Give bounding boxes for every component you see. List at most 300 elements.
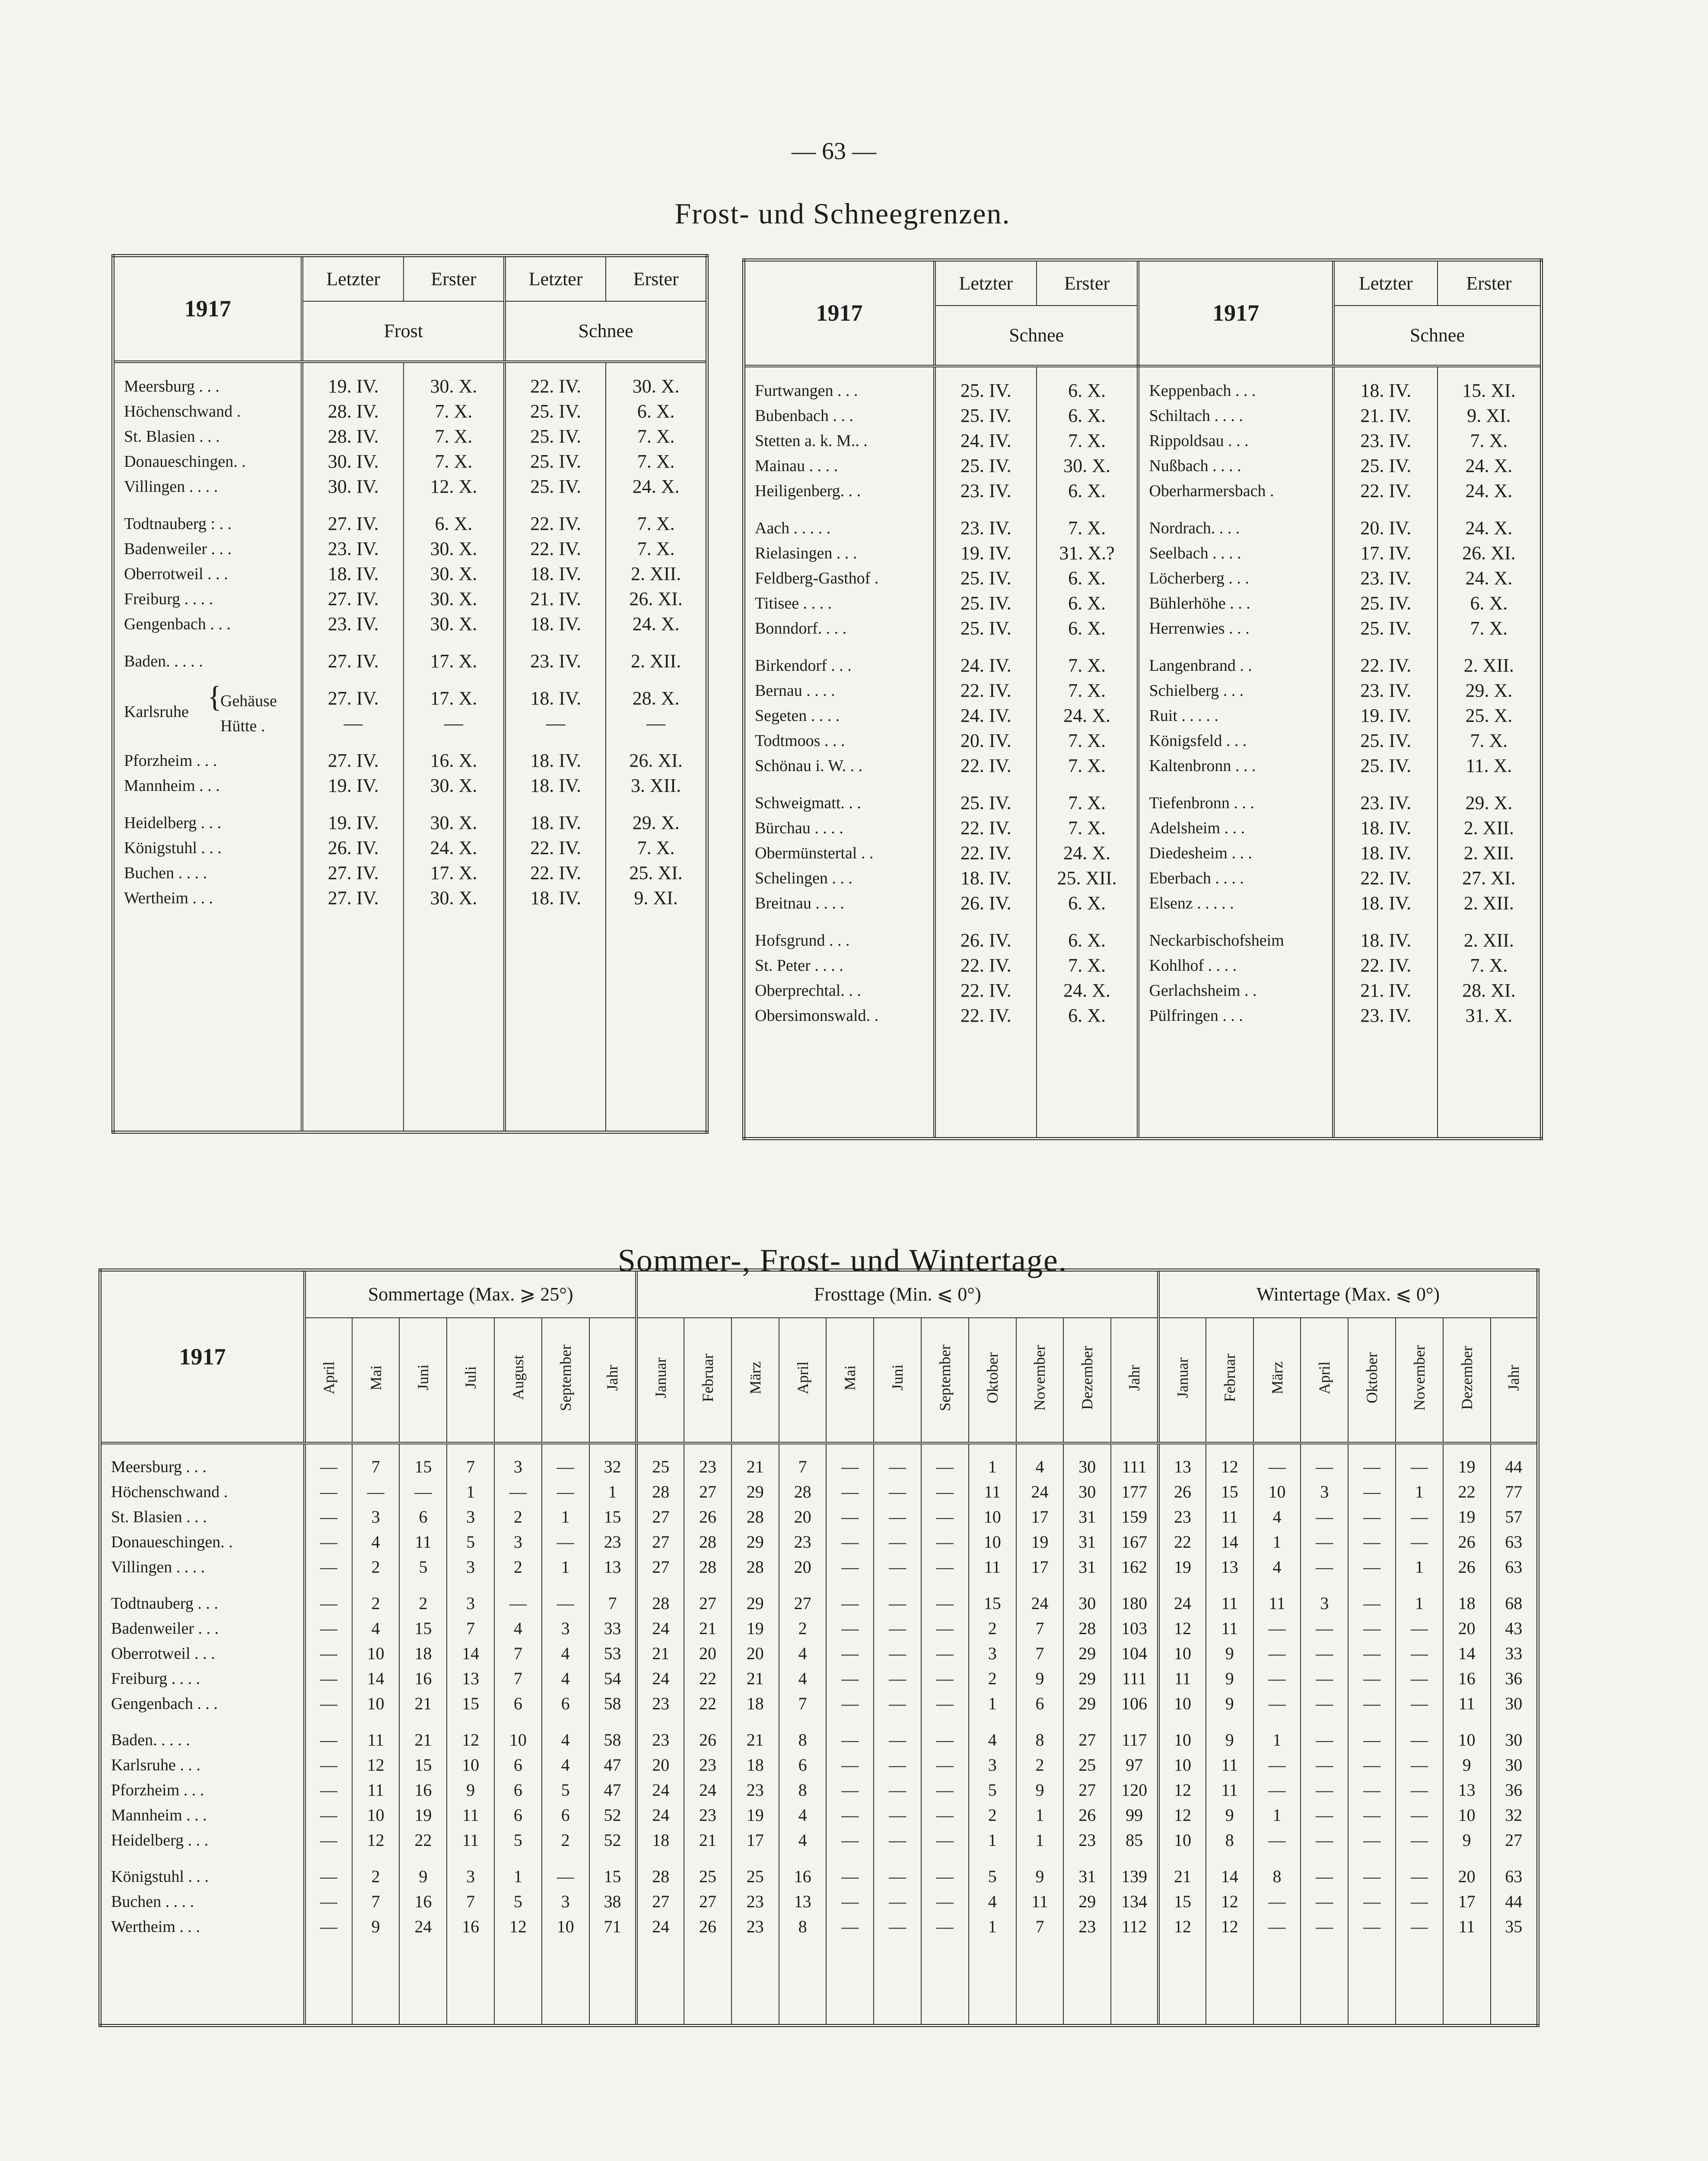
erster-frost: — [404, 711, 505, 736]
letzter-schnee-right: 18. IV. [1333, 816, 1438, 841]
station-name: Gengenbach . . . [124, 615, 231, 633]
col-letzter-left: Letzter [935, 260, 1037, 306]
fill-cell [1301, 1951, 1348, 2026]
day-count: 36 [1491, 1778, 1538, 1803]
station-name-left: Todtmoos . . . [755, 731, 845, 750]
gap-cell [1491, 1580, 1538, 1591]
day-count: 7 [779, 1454, 827, 1479]
gap-cell [1301, 1716, 1348, 1728]
station-name: Karlsruhe . . . [111, 1756, 200, 1774]
day-count: 11 [969, 1555, 1016, 1580]
day-count: 5 [969, 1864, 1016, 1889]
letzter-schnee-left: 22. IV. [935, 978, 1037, 1003]
letzter-schnee: 18. IV. [505, 886, 606, 911]
day-count: 7 [352, 1454, 400, 1479]
group-schnee: Schnee [505, 301, 707, 362]
day-count: 3 [542, 1616, 589, 1641]
day-count: 29 [1063, 1691, 1111, 1716]
day-count: 26 [1443, 1555, 1491, 1580]
gap-cell [305, 1939, 352, 1951]
day-count: 2 [969, 1616, 1016, 1641]
day-count: 1 [1253, 1803, 1301, 1828]
station-name-left: Hofsgrund . . . [755, 931, 850, 950]
fill-cell [1138, 1040, 1333, 1139]
station-row [113, 511, 707, 536]
station-row [100, 1641, 1538, 1666]
day-count: — [921, 1479, 969, 1504]
gap-cell [606, 499, 707, 511]
day-count: — [1348, 1691, 1396, 1716]
station-row [113, 649, 707, 674]
letzter-frost: 23. IV. [302, 536, 403, 561]
letzter-schnee-left: 22. IV. [935, 953, 1037, 978]
day-count: 7 [494, 1641, 542, 1666]
gap-cell [404, 798, 505, 810]
day-count: 1 [1016, 1828, 1064, 1853]
station-name: Freiburg . . . . [111, 1669, 200, 1688]
erster-frost: 30. X. [404, 561, 505, 586]
station-row [744, 428, 1542, 453]
day-count: — [1301, 1641, 1348, 1666]
gap-cell [399, 1443, 447, 1454]
day-count: 28 [636, 1479, 684, 1504]
day-count: 4 [352, 1530, 400, 1555]
day-count: — [921, 1591, 969, 1616]
station-row [744, 516, 1542, 541]
station-name-left: Obersimonswald. . [755, 1006, 879, 1025]
day-count: 13 [1443, 1778, 1491, 1803]
gap-cell [1348, 1580, 1396, 1591]
day-count: 23 [636, 1691, 684, 1716]
erster-schnee-left: 7. X. [1037, 678, 1139, 703]
day-count: 23 [732, 1914, 779, 1939]
gap-cell [779, 1716, 827, 1728]
gap-cell [1138, 366, 1333, 378]
station-row [744, 678, 1542, 703]
day-count: 57 [1491, 1504, 1538, 1530]
day-count: 31 [1063, 1530, 1111, 1555]
day-count: 9 [1206, 1728, 1253, 1753]
day-count: 9 [1206, 1803, 1253, 1828]
day-count: — [874, 1616, 921, 1641]
day-count: — [1348, 1889, 1396, 1914]
day-count: 1 [542, 1555, 589, 1580]
day-count: — [305, 1864, 352, 1889]
day-count: — [305, 1753, 352, 1778]
station-name: Pforzheim . . . [111, 1781, 204, 1799]
letzter-schnee-right: 17. IV. [1333, 541, 1438, 566]
erster-schnee-left: 6. X. [1037, 928, 1139, 953]
station-row [100, 1828, 1538, 1853]
station-name: Königstuhl . . . [111, 1867, 209, 1886]
day-count: 27 [636, 1555, 684, 1580]
gap-cell [505, 674, 606, 686]
gap-cell [542, 1716, 589, 1728]
gap-cell [1396, 1716, 1443, 1728]
sublabel-huette: Hütte . [220, 717, 265, 735]
letzter-schnee-left: 22. IV. [935, 753, 1037, 778]
day-count: 10 [1253, 1479, 1301, 1504]
gap-cell [305, 1853, 352, 1864]
day-count: 21 [732, 1666, 779, 1691]
day-count: — [874, 1555, 921, 1580]
day-count: 10 [1158, 1728, 1206, 1753]
station-name-right: Schiltach . . . . [1138, 403, 1333, 428]
station-row [744, 616, 1542, 641]
station-row [744, 403, 1542, 428]
day-count: 18 [1443, 1591, 1491, 1616]
gap-cell [404, 674, 505, 686]
day-count: — [874, 1728, 921, 1753]
erster-schnee-right: 2. XII. [1438, 891, 1542, 916]
month-header-frost-dezember [1063, 1318, 1111, 1443]
station-name-right: Nußbach . . . . [1138, 453, 1333, 478]
day-count: 2 [1016, 1753, 1064, 1778]
day-count: — [305, 1504, 352, 1530]
day-count: 16 [1443, 1666, 1491, 1691]
erster-schnee-right: 2. XII. [1438, 816, 1542, 841]
station-name-right: Nordrach. . . . [1138, 516, 1333, 541]
day-count: 20 [1443, 1616, 1491, 1641]
erster-schnee-right: 29. X. [1438, 678, 1542, 703]
gap-cell [302, 637, 403, 649]
erster-schnee-left: 6. X. [1037, 1003, 1139, 1028]
station-name: St. Blasien . . . [124, 427, 220, 446]
erster-schnee-left: 6. X. [1037, 478, 1139, 504]
letzter-frost: 26. IV. [302, 835, 403, 861]
day-count: 2 [352, 1555, 400, 1580]
gap-cell [1396, 1853, 1443, 1864]
month-label: März [1268, 1361, 1286, 1394]
station-row [113, 773, 707, 798]
month-header-frost-juni [874, 1318, 921, 1443]
gap-cell [1037, 504, 1139, 516]
day-count: 9 [447, 1778, 494, 1803]
erster-schnee-left: 7. X. [1037, 790, 1139, 816]
day-count: — [1348, 1803, 1396, 1828]
gap-cell [1443, 1443, 1491, 1454]
day-count: — [1253, 1753, 1301, 1778]
day-count: 13 [1158, 1454, 1206, 1479]
day-count: 7 [1016, 1616, 1064, 1641]
month-header-sommer-juni [399, 1318, 447, 1443]
erster-schnee: 26. XI. [606, 748, 707, 773]
month-header-winter-april [1301, 1318, 1348, 1443]
gap-cell [779, 1853, 827, 1864]
month-label: Jahr [1126, 1364, 1143, 1391]
month-label: August [509, 1355, 527, 1400]
day-count: 12 [494, 1914, 542, 1939]
station-row-karlsruhe-gehaeuse [113, 686, 707, 711]
station-name-right: Königsfeld . . . [1138, 728, 1333, 753]
day-count: 10 [352, 1641, 400, 1666]
day-count: 2 [494, 1504, 542, 1530]
day-count: 10 [1158, 1641, 1206, 1666]
station-row [100, 1591, 1538, 1616]
day-count: 13 [1206, 1555, 1253, 1580]
station-row [100, 1914, 1538, 1939]
gap-cell [744, 641, 935, 653]
day-count: 19 [1158, 1555, 1206, 1580]
erster-schnee-right: 2. XII. [1438, 653, 1542, 678]
day-count: 4 [1016, 1454, 1064, 1479]
station-row [744, 566, 1542, 591]
day-count: — [826, 1691, 874, 1716]
gap-cell [921, 1443, 969, 1454]
day-count: 9 [1206, 1666, 1253, 1691]
day-count: 30 [1491, 1753, 1538, 1778]
station-name-left: Furtwangen . . . [755, 381, 858, 400]
day-count: — [1253, 1454, 1301, 1479]
day-count: 10 [969, 1504, 1016, 1530]
letzter-schnee-right: 22. IV. [1333, 653, 1438, 678]
month-header-frost-mai [826, 1318, 874, 1443]
erster-schnee-left: 6. X. [1037, 891, 1139, 916]
day-count: — [1301, 1666, 1348, 1691]
gap-cell [447, 1443, 494, 1454]
month-header-frost-september [921, 1318, 969, 1443]
letzter-frost: 30. IV. [302, 474, 403, 499]
day-count: 26 [1158, 1479, 1206, 1504]
day-count: — [874, 1479, 921, 1504]
day-count: — [1396, 1914, 1443, 1939]
day-count: 106 [1111, 1691, 1158, 1716]
letzter-schnee: 22. IV. [505, 861, 606, 886]
day-count: 24 [636, 1666, 684, 1691]
gap-cell [779, 1443, 827, 1454]
station-row [113, 612, 707, 637]
group-schnee-left: Schnee [935, 306, 1139, 366]
day-count: — [542, 1530, 589, 1555]
station-row [744, 841, 1542, 866]
day-count: 6 [494, 1691, 542, 1716]
day-count: — [874, 1864, 921, 1889]
erster-schnee-left: 6. X. [1037, 403, 1139, 428]
day-count: 43 [1491, 1616, 1538, 1641]
day-count: 23 [779, 1530, 827, 1555]
month-header-frost-november [1016, 1318, 1064, 1443]
erster-schnee-right: 7. X. [1438, 728, 1542, 753]
month-label: September [557, 1344, 574, 1411]
gap-cell [684, 1853, 732, 1864]
day-count: — [1348, 1666, 1396, 1691]
erster-schnee-right: 24. X. [1438, 478, 1542, 504]
day-count: 7 [352, 1889, 400, 1914]
day-count: — [1253, 1691, 1301, 1716]
day-count: 23 [1063, 1914, 1111, 1939]
day-count: — [305, 1889, 352, 1914]
gap-cell [1016, 1853, 1064, 1864]
gap-cell [1111, 1716, 1158, 1728]
day-count: 19 [399, 1803, 447, 1828]
gap-cell [589, 1939, 637, 1951]
day-count: — [1348, 1616, 1396, 1641]
day-count: 27 [636, 1889, 684, 1914]
erster-schnee: 7. X. [606, 835, 707, 861]
month-header-sommer-jahr [589, 1318, 637, 1443]
station-name-left: Stetten a. k. M.. . [755, 431, 868, 450]
row-gap [744, 916, 1542, 928]
day-count: 23 [684, 1803, 732, 1828]
day-count: 22 [1158, 1530, 1206, 1555]
erster-frost: 17. X. [404, 861, 505, 886]
letzter-frost: — [302, 711, 403, 736]
gap-cell [505, 499, 606, 511]
gap-cell [1438, 366, 1542, 378]
station-row [744, 541, 1542, 566]
day-count: 21 [1158, 1864, 1206, 1889]
day-count: 10 [1443, 1803, 1491, 1828]
gap-cell [732, 1716, 779, 1728]
day-count: 30 [1063, 1454, 1111, 1479]
gap-cell [1138, 641, 1333, 653]
station-row [744, 891, 1542, 916]
day-count: 11 [352, 1778, 400, 1803]
day-count: — [921, 1828, 969, 1853]
station-name-right: Seelbach . . . . [1138, 541, 1333, 566]
day-count: 4 [1253, 1504, 1301, 1530]
letzter-frost: 28. IV. [302, 399, 403, 424]
gap-cell [935, 916, 1037, 928]
month-header-winter-november [1396, 1318, 1443, 1443]
day-count: — [921, 1666, 969, 1691]
erster-frost: 7. X. [404, 449, 505, 474]
day-count: 28 [636, 1864, 684, 1889]
day-count: 11 [1443, 1914, 1491, 1939]
station-name: Pforzheim . . . [124, 751, 217, 770]
day-count: — [1301, 1803, 1348, 1828]
erster-frost: 12. X. [404, 474, 505, 499]
day-count: — [1301, 1828, 1348, 1853]
day-count: 5 [447, 1530, 494, 1555]
col-letzter-schnee: Letzter [505, 256, 606, 301]
erster-schnee-right: 24. X. [1438, 566, 1542, 591]
day-count: 12 [1158, 1914, 1206, 1939]
day-count: 5 [494, 1828, 542, 1853]
erster-schnee-left: 6. X. [1037, 591, 1139, 616]
month-header-sommer-mai [352, 1318, 400, 1443]
gap-cell [1333, 504, 1438, 516]
gap-cell [399, 1580, 447, 1591]
day-count: 21 [732, 1728, 779, 1753]
station-row [113, 748, 707, 773]
station-row [113, 810, 707, 835]
day-count: — [305, 1778, 352, 1803]
gap-cell [935, 641, 1037, 653]
day-count: 97 [1111, 1753, 1158, 1778]
day-count: 10 [1158, 1691, 1206, 1716]
station-name-left: Oberprechtal. . . [755, 981, 861, 1000]
letzter-schnee: 25. IV. [505, 399, 606, 424]
gap-cell [352, 1443, 400, 1454]
day-count: — [826, 1504, 874, 1530]
day-count: 13 [589, 1555, 637, 1580]
gap-cell [636, 1716, 684, 1728]
day-count: 24 [399, 1914, 447, 1939]
day-count: 63 [1491, 1864, 1538, 1889]
day-count: 20 [1443, 1864, 1491, 1889]
day-count: 58 [589, 1728, 637, 1753]
day-count: — [305, 1479, 352, 1504]
fill-cell [732, 1951, 779, 2026]
station-name-right: Elsenz . . . . . [1138, 891, 1333, 916]
gap-cell [302, 911, 403, 923]
station-name: Mannheim . . . [111, 1806, 207, 1824]
gap-cell [732, 1939, 779, 1951]
erster-schnee-left: 6. X. [1037, 378, 1139, 403]
day-count: 11 [1016, 1889, 1064, 1914]
day-count: 10 [1158, 1753, 1206, 1778]
day-count: — [1301, 1504, 1348, 1530]
station-row [744, 790, 1542, 816]
erster-schnee: 24. X. [606, 474, 707, 499]
station-name-left: Bonndorf. . . . [755, 619, 847, 637]
letzter-schnee-left: 22. IV. [935, 1003, 1037, 1028]
day-count: 77 [1491, 1479, 1538, 1504]
letzter-schnee-right: 20. IV. [1333, 516, 1438, 541]
row-gap [100, 1939, 1538, 1951]
day-count: 15 [399, 1454, 447, 1479]
letzter-schnee-left: 20. IV. [935, 728, 1037, 753]
station-row [113, 886, 707, 911]
month-label: September [936, 1344, 954, 1411]
gap-cell [447, 1939, 494, 1951]
day-count: 11 [399, 1530, 447, 1555]
day-count: 85 [1111, 1828, 1158, 1853]
gap-cell [1301, 1853, 1348, 1864]
day-count: — [1396, 1666, 1443, 1691]
erster-schnee-left: 7. X. [1037, 653, 1139, 678]
day-count: 15 [399, 1616, 447, 1641]
gap-cell [113, 674, 302, 686]
gap-cell [1158, 1853, 1206, 1864]
day-count: — [1301, 1728, 1348, 1753]
erster-schnee-right: 6. X. [1438, 591, 1542, 616]
day-count: 20 [732, 1641, 779, 1666]
gap-cell [589, 1853, 637, 1864]
station-name-right: Oberharmersbach . [1138, 478, 1333, 504]
day-count: 3 [542, 1889, 589, 1914]
gap-cell [826, 1580, 874, 1591]
day-count: 12 [1206, 1914, 1253, 1939]
fill-cell [113, 923, 302, 1132]
day-count: 4 [969, 1728, 1016, 1753]
day-count: 1 [447, 1479, 494, 1504]
day-count: — [874, 1504, 921, 1530]
letzter-schnee-right: 21. IV. [1333, 978, 1438, 1003]
gap-cell [542, 1580, 589, 1591]
col-letzter-frost: Letzter [302, 256, 403, 301]
gap-cell [1253, 1939, 1301, 1951]
fill-cell [1158, 1951, 1206, 2026]
day-count: 26 [684, 1504, 732, 1530]
erster-schnee-left: 24. X. [1037, 703, 1139, 728]
letzter-schnee-left: 19. IV. [935, 541, 1037, 566]
erster-schnee-right: 7. X. [1438, 616, 1542, 641]
gap-cell [1491, 1853, 1538, 1864]
fill-cell [779, 1951, 827, 2026]
fill-cell [1333, 1040, 1438, 1139]
month-header-frost-märz [732, 1318, 779, 1443]
day-count: 4 [779, 1803, 827, 1828]
erster-schnee-right: 2. XII. [1438, 841, 1542, 866]
day-count: 23 [1158, 1504, 1206, 1530]
day-count: — [921, 1753, 969, 1778]
day-count: 68 [1491, 1591, 1538, 1616]
month-header-winter-jahr [1491, 1318, 1538, 1443]
gap-cell [1063, 1716, 1111, 1728]
day-count: — [921, 1803, 969, 1828]
